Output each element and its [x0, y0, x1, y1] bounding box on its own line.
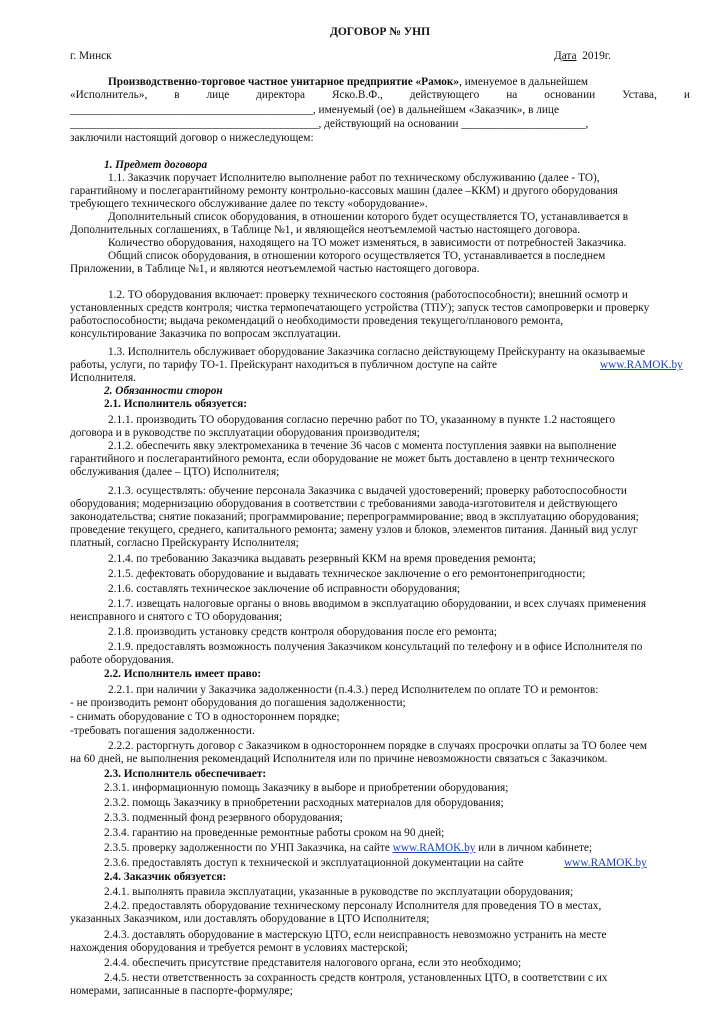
- s1-line: консультирование Заказчика по вопросам эксплуатации.: [70, 328, 341, 340]
- s21-line: проведение текущего, среднего, капитального ремонта; замену узлов и блоков, элементов питания. Данный вид услуг: [70, 524, 638, 536]
- s1-line: гарантийному и послегарантийному ремонту контрольно-кассовых машин (далее –ККМ) и другого оборудования: [70, 185, 618, 197]
- s23-line: 2.3.4. гарантию на проведенные ремонтные работы сроком на 90 дней;: [104, 827, 445, 839]
- s23-line: 2.3.5. проверку задолженности по УНП Заказчика, на сайте www.RAMOK.by или в личном кабинете;: [104, 842, 593, 854]
- preamble-line-4: ____________________________________________, действующий на основании ______________________,: [70, 118, 589, 130]
- s1-line: Дополнительный список оборудования, в отношении которого будет осуществляется ТО, устанавливается в: [108, 211, 629, 223]
- city: г. Минск: [70, 50, 112, 62]
- s24-line: 2.4.1. выполнять правила эксплуатации, указанные в руководстве по эксплуатации оборудования;: [104, 886, 574, 898]
- preamble-line-1: Производственно-торговое частное унитарное предприятие «Рамок», именуемое в дальнейшем: [108, 76, 589, 88]
- city-line: [70, 50, 690, 63]
- s1-line: Исполнителя.: [70, 372, 137, 384]
- section-1-heading: 1. Предмет договора: [104, 159, 208, 171]
- s1-line: Дополнительных соглашениях, в Таблице №1, и являющейся неотъемлемой частью настоящего договора.: [70, 224, 581, 236]
- s1-line: 1.2. ТО оборудования включает: проверку технического состояния (работоспособности); внешний осмотр и: [108, 289, 628, 301]
- s22-line: на 60 дней, не выполнения рекомендаций Исполнителя или по причине невозможности связаться с Заказчиком.: [70, 753, 608, 765]
- ramok-link[interactable]: www.RAMOK.by: [600, 359, 683, 371]
- s1-line: Приложении, в Таблице №1, и являются неотъемлемой частью настоящего договора.: [70, 263, 480, 275]
- s21-line: неисправного и снятого с ТО оборудования;: [70, 611, 283, 623]
- document-title: ДОГОВОР № УНП: [329, 26, 431, 38]
- s24-line: 2.4.2. предоставлять оборудование техническому персоналу Исполнителя для проведения ТО в местах,: [104, 900, 602, 912]
- s1-line: установленных средств контроля; чистка термопечатающего устройства (ТПУ); запуск тестов самопроверки и проверку: [70, 302, 650, 314]
- s21-line: законодательства; снятие показаний; программирование; перепрограммирование; ввод в эксплуатацию оборудования;: [70, 511, 639, 523]
- ramok-link[interactable]: www.RAMOK.by: [392, 842, 476, 854]
- preamble-line-2: «Исполнитель», в лице директора Яско.В.Ф., действующего на основании Устава, и: [70, 89, 690, 101]
- date-field: Дата 2019г.: [554, 50, 611, 62]
- s23-line: 2.3.1. информационную помощь Заказчику в выборе и приобретении оборудования;: [104, 782, 509, 794]
- s22-line: 2.2.2. расторгнуть договор с Заказчиком в одностороннем порядке в случаях просрочки оплаты за ТО более чем: [108, 740, 648, 752]
- s22-line: 2.2.1. при наличии у Заказчика задолженности (п.4.3.) перед Исполнителем по оплате ТО и ремонтов:: [108, 684, 599, 696]
- s21-line: 2.1.9. предоставлять возможность получения Заказчиком консультаций по телефону и в офисе Исполнителя по: [108, 641, 643, 653]
- s1-line: 1.3. Исполнитель обслуживает оборудование Заказчика согласно действующему Прейскуранту на оказываемые: [108, 346, 646, 358]
- s21-line: платный, согласно Прейскуранту Исполнителя;: [70, 537, 299, 549]
- s24-line: 2.4.4. обеспечить присутствие представителя налогового органа, если это необходимо;: [104, 957, 522, 969]
- preamble-line-3: ___________________________________________, именуемый (ое) в дальнейшем «Заказчик», в лице: [70, 104, 559, 116]
- s21-line: 2.1.8. производить установку средств контроля оборудования после его ремонта;: [108, 626, 498, 638]
- s21-line: 2.1.2. обеспечить явку электромеханика в течение 36 часов с момента поступления заявки на выполнение: [108, 440, 617, 452]
- s24-line: указанных Заказчиком, или доставлять оборудование в ЦТО Исполнителя;: [70, 913, 430, 925]
- subsection-2-2-heading: 2.2. Исполнитель имеет право:: [104, 668, 262, 680]
- s24-line: 2.4.3. доставлять оборудование в мастерскую ЦТО, если неисправность невозможно устранить на месте: [104, 929, 607, 941]
- subsection-2-4-heading: 2.4. Заказчик обязуется:: [104, 871, 227, 883]
- s23-line: 2.3.6. предоставлять доступ к технической и эксплуатационной документации на сайте www.RAMOK.by: [104, 857, 647, 869]
- s21-line: 2.1.7. извещать налоговые органы о вновь вводимом в эксплуатацию оборудовании, и всех случаях применения: [108, 598, 647, 610]
- s24-line: 2.4.5. нести ответственность за сохранность средств контроля, установленных ЦТО, в соответствии с их: [104, 972, 608, 984]
- s22-line: - снимать оборудование с ТО в одностороннем порядке;: [70, 711, 340, 723]
- s21-line: оборудования; модернизацию оборудования в соответствии с требованиями завода-изготовителя и действующего: [70, 498, 618, 510]
- s21-line: 2.1.4. по требованию Заказчика выдавать резервный ККМ на время проведения ремонта;: [108, 553, 536, 565]
- s24-line: нахождения оборудования и требуется ремонт в условиях мастерской;: [70, 942, 408, 954]
- s1-line: требующего технического обслуживание далее по тексту «оборудование».: [70, 198, 428, 210]
- section-2-heading: 2. Обязанности сторон: [104, 385, 223, 397]
- s21-line: договора и в руководстве по эксплуатации оборудования производителя;: [70, 427, 420, 439]
- preamble-line-5: заключили настоящий договор о нижеследующем:: [70, 132, 314, 144]
- s21-line: 2.1.3. осуществлять: обучение персонала Заказчика с выдачей удостоверений; проверку работоспособности: [108, 485, 627, 497]
- s1-line: работоспособности; выдача рекомендаций о необходимости проведения текущего/планового ремонта,: [70, 315, 564, 327]
- s1-line: работы, услуги, по тарифу ТО-1. Прейскурант находиться в публичном доступе на сайте www.RAMOK.by: [70, 359, 683, 371]
- s24-line: номерами, записанные в паспорте-формуляре;: [70, 985, 293, 997]
- s1-line: 1.1. Заказчик поручает Исполнителю выполнение работ по техническому обслуживанию (далее - ТО),: [108, 172, 600, 184]
- s22-line: - не производить ремонт оборудования до погашения задолженности;: [70, 697, 406, 709]
- s23-line: 2.3.3. подменный фонд резервного оборудования;: [104, 812, 343, 824]
- subsection-2-1-heading: 2.1. Исполнитель обязуется:: [104, 398, 247, 410]
- s21-line: 2.1.1. производить ТО оборудования согласно перечню работ по ТО, указанному в пункте 1.2 настоящего: [108, 414, 616, 426]
- s21-line: обслуживания (далее – ЦТО) Исполнителя;: [70, 466, 280, 478]
- s21-line: работе оборудования.: [70, 654, 174, 666]
- s22-line: -требовать погашения задолженности.: [70, 725, 255, 737]
- s21-line: 2.1.5. дефектовать оборудование и выдавать техническое заключение о его ремонтонепригодности;: [108, 568, 586, 580]
- subsection-2-3-heading: 2.3. Исполнитель обеспечивает:: [104, 768, 267, 780]
- s23-line: 2.3.2. помощь Заказчику в приобретении расходных материалов для оборудования;: [104, 797, 504, 809]
- company-name: Производственно-торговое частное унитарное предприятие «Рамок»: [108, 76, 460, 88]
- s1-line: Количество оборудования, находящего на ТО может изменяться, в зависимости от потребностей Заказчика.: [108, 237, 627, 249]
- ramok-link[interactable]: www.RAMOK.by: [564, 857, 647, 869]
- s21-line: гарантийного и послегарантийного ремонта, если оборудование не может быть доставлено в центр технического: [70, 453, 615, 465]
- s21-line: 2.1.6. составлять техническое заключение об исправности оборудования;: [108, 583, 461, 595]
- s1-line: Общий список оборудования, в отношении которого осуществляется ТО, устанавливается в последнем: [108, 250, 606, 262]
